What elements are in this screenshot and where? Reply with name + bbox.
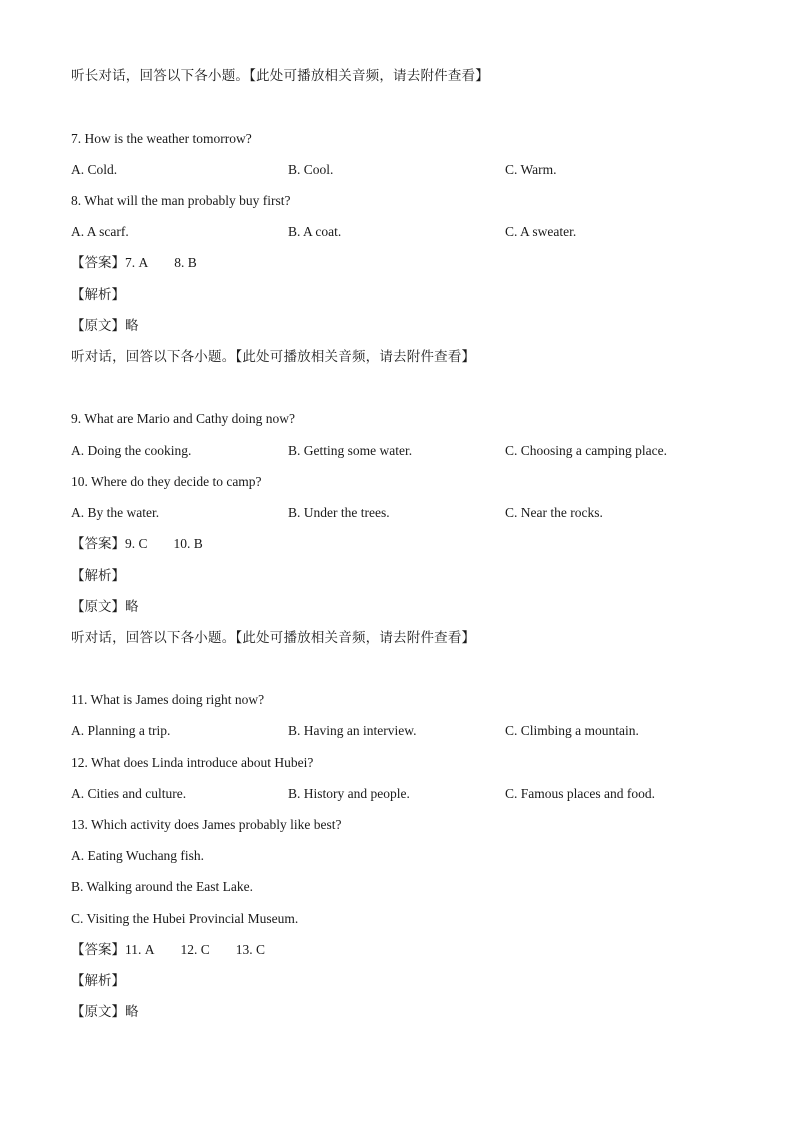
option-a: A. Cities and culture. [71, 786, 187, 801]
question-text: 13. Which activity does James probably like best? [71, 817, 342, 832]
question-text: 11. What is James doing right now? [71, 692, 265, 707]
answer-tag: 【答案】 [71, 255, 125, 271]
option-a: A. Planning a trip. [71, 723, 171, 738]
section-instruction: 听对话，回答以下各小题。【此处可播放相关音频，请去附件查看】 [71, 630, 476, 646]
option-a: A. Eating Wuchang fish. [71, 848, 205, 863]
option-c: C. A sweater. [505, 224, 577, 239]
answer-line [71, 254, 197, 272]
section-instruction: 听长对话，回答以下各小题。【此处可播放相关音频，请去附件查看】 [71, 68, 489, 84]
option-c: C. Climbing a mountain. [505, 723, 639, 738]
option-b: B. Walking around the East Lake. [71, 879, 253, 894]
question-text: 10. Where do they decide to camp? [71, 474, 262, 489]
answer-value: 7. A [125, 255, 149, 270]
option-b: B. Cool. [288, 162, 334, 177]
answer-line [71, 535, 203, 553]
option-b: B. History and people. [288, 786, 410, 801]
original-text: 【原文】略 [71, 599, 139, 615]
answer-value: 10. B [173, 536, 203, 551]
question-text: 7. How is the weather tomorrow? [71, 131, 252, 146]
option-c: C. Famous places and food. [505, 786, 655, 801]
option-a: A. By the water. [71, 505, 160, 520]
analysis-tag: 【解析】 [71, 287, 125, 303]
answer-tag: 【答案】 [71, 942, 125, 958]
answer-value: 8. B [174, 255, 197, 270]
question-text: 9. What are Mario and Cathy doing now? [71, 411, 295, 426]
analysis-tag: 【解析】 [71, 973, 125, 989]
option-c: C. Visiting the Hubei Provincial Museum. [71, 911, 299, 926]
option-c: C. Warm. [505, 162, 557, 177]
option-b: B. Having an interview. [288, 723, 417, 738]
answer-tag: 【答案】 [71, 536, 125, 552]
question-text: 12. What does Linda introduce about Hubei? [71, 755, 314, 770]
option-b: B. A coat. [288, 224, 342, 239]
answer-value: 12. C [180, 942, 210, 957]
answer-line [71, 941, 265, 959]
answer-value: 13. C [235, 942, 266, 957]
section-instruction: 听对话，回答以下各小题。【此处可播放相关音频，请去附件查看】 [71, 349, 476, 365]
answer-value: 11. A [125, 942, 155, 957]
option-c: C. Near the rocks. [505, 505, 603, 520]
analysis-tag: 【解析】 [71, 568, 125, 584]
original-text: 【原文】略 [71, 318, 139, 334]
option-b: B. Under the trees. [288, 505, 390, 520]
option-a: A. A scarf. [71, 224, 129, 239]
option-a: A. Doing the cooking. [71, 443, 192, 458]
option-a: A. Cold. [71, 162, 118, 177]
question-text: 8. What will the man probably buy first? [71, 193, 291, 208]
original-text: 【原文】略 [71, 1004, 139, 1020]
option-c: C. Choosing a camping place. [505, 443, 667, 458]
answer-value: 9. C [125, 536, 148, 551]
option-b: B. Getting some water. [288, 443, 413, 458]
